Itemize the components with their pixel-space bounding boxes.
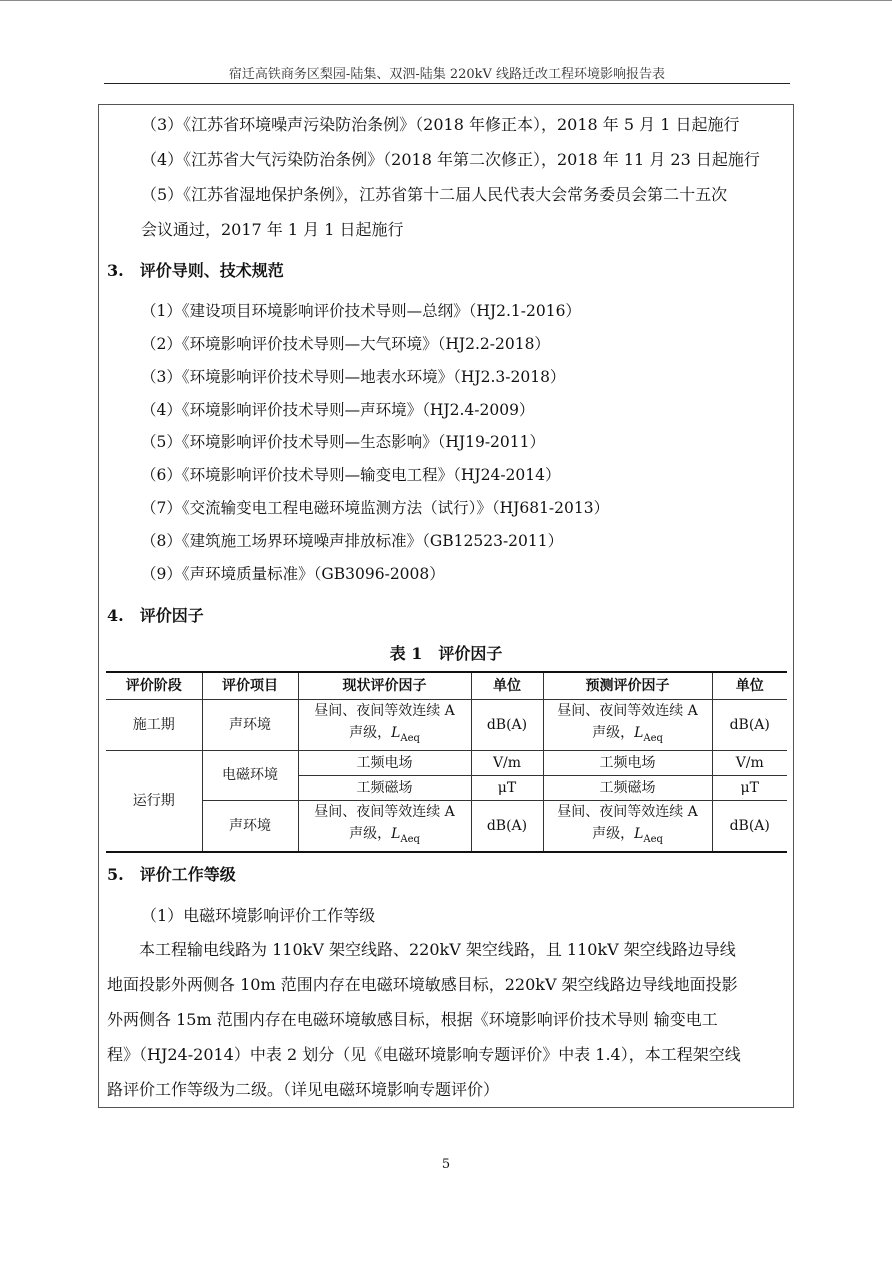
- current-factor-cell: [298, 700, 471, 751]
- table-row: [106, 750, 787, 775]
- guideline-item-3: （3）《环境影响评价技术导则—地表水环境》（HJ2.3-2018）: [141, 368, 566, 386]
- paragraph-line: 外两侧各 15m 范围内存在电磁环境敏感目标，根据《环境影响评价技术导则 输变电工: [107, 1010, 718, 1029]
- col-header-unit: 单位: [471, 672, 543, 700]
- noise-factor-line2: 声级，: [349, 725, 392, 741]
- unit-cell: V/m: [471, 750, 543, 775]
- guideline-item-2: （2）《环境影响评价技术导则—大气环境》（HJ2.2-2018）: [141, 335, 550, 353]
- current-factor-cell: 工频电场: [298, 750, 471, 775]
- stage-cell: 运行期: [106, 750, 202, 851]
- header-rule: [104, 83, 790, 84]
- section-5-heading: 5. 评价工作等级: [107, 865, 236, 884]
- noise-factor-line2: 声级，: [349, 825, 392, 842]
- table-header-row: [106, 672, 787, 700]
- guideline-item-6: （6）《环境影响评价技术导则—输变电工程》（HJ24-2014）: [141, 466, 561, 484]
- predicted-factor-cell: [543, 700, 712, 751]
- guideline-item-8: （8）《建筑施工场界环境噪声排放标准》（GB12523-2011）: [141, 532, 564, 550]
- noise-factor-line1: 昼间、夜间等效连续 A: [314, 803, 455, 820]
- leq-symbol: $L_{Aeq}$: [634, 825, 663, 845]
- law-item-5-continued: 会议通过，2017 年 1 月 1 日起施行: [141, 220, 404, 239]
- paragraph-line: 程》（HJ24-2014）中表 2 划分（见《电磁环境影响专题评价》中表 1.4），本工程架空线: [107, 1045, 741, 1064]
- guideline-item-5: （5）《环境影响评价技术导则—生态影响》（HJ19-2011）: [141, 433, 546, 451]
- col-header-item: 评价项目: [202, 672, 298, 700]
- page-top-border: [0, 0, 892, 1]
- table-row: [106, 800, 787, 851]
- noise-factor-line1: 昼间、夜间等效连续 A: [557, 703, 698, 719]
- noise-factor-line2: 声级，: [592, 725, 635, 741]
- col-header-predicted-factor: 预测评价因子: [543, 672, 712, 700]
- paragraph-line: 地面投影外两侧各 10m 范围内存在电磁环境敏感目标，220kV 架空线路边导线地面投影: [107, 975, 738, 994]
- noise-factor-line1: 昼间、夜间等效连续 A: [314, 703, 455, 719]
- current-factor-cell: 工频磁场: [298, 775, 471, 800]
- item-cell: 声环境: [202, 800, 298, 851]
- evaluation-factors-table: [106, 671, 787, 853]
- col-header-current-factor: 现状评价因子: [298, 672, 471, 700]
- unit-cell: μT: [712, 775, 787, 800]
- guideline-item-7: （7）《交流输变电工程电磁环境监测方法（试行）》（HJ681-2013）: [141, 499, 610, 517]
- stage-cell: 施工期: [106, 700, 202, 751]
- guideline-item-4: （4）《环境影响评价技术导则—声环境》（HJ2.4-2009）: [141, 401, 535, 419]
- guideline-item-9: （9）《声环境质量标准》（GB3096-2008）: [141, 565, 445, 583]
- current-factor-cell: [298, 800, 471, 851]
- noise-factor-line2: 声级，: [592, 825, 635, 842]
- noise-factor-line1: 昼间、夜间等效连续 A: [557, 803, 698, 820]
- unit-cell: μT: [471, 775, 543, 800]
- unit-cell: dB(A): [471, 700, 543, 751]
- col-header-unit-2: 单位: [712, 672, 787, 700]
- col-header-stage: 评价阶段: [106, 672, 202, 700]
- section-4-heading: 4. 评价因子: [107, 606, 204, 625]
- predicted-factor-cell: [543, 800, 712, 851]
- table-row: [106, 700, 787, 751]
- item-cell: 电磁环境: [202, 750, 298, 800]
- section-5-subtitle: （1）电磁环境影响评价工作等级: [141, 906, 376, 925]
- paragraph-line: 本工程输电线路为 110kV 架空线路、220kV 架空线路，且 110kV 架空线路边导线: [107, 940, 736, 959]
- law-item-4: （4）《江苏省大气污染防治条例》（2018 年第二次修正），2018 年 11 月 23 日起施行: [141, 150, 760, 169]
- section-3-heading: 3. 评价导则、技术规范: [107, 261, 284, 280]
- leq-symbol: $L_{Aeq}$: [391, 725, 420, 744]
- law-item-3: （3）《江苏省环境噪声污染防治条例》（2018 年修正本），2018 年 5 月 1 日起施行: [141, 115, 740, 134]
- running-header-title: 宿迁高铁商务区梨园-陆集、双泗-陆集 220kV 线路迁改工程环境影响报告表: [228, 67, 666, 82]
- unit-cell: V/m: [712, 750, 787, 775]
- leq-symbol: $L_{Aeq}$: [391, 825, 420, 845]
- unit-cell: dB(A): [712, 700, 787, 751]
- guideline-item-1: （1）《建设项目环境影响评价技术导则—总纲》（HJ2.1-2016）: [141, 302, 581, 320]
- paragraph-line: 路评价工作等级为二级。（详见电磁环境影响专题评价）: [107, 1080, 500, 1099]
- page-number: 5: [441, 1157, 451, 1172]
- predicted-factor-cell: 工频电场: [543, 750, 712, 775]
- unit-cell: dB(A): [471, 800, 543, 851]
- unit-cell: dB(A): [712, 800, 787, 851]
- law-item-5: （5）《江苏省湿地保护条例》，江苏省第十二届人民代表大会常务委员会第二十五次: [141, 185, 728, 204]
- leq-symbol: $L_{Aeq}$: [634, 725, 663, 744]
- item-cell: 声环境: [202, 700, 298, 751]
- predicted-factor-cell: 工频磁场: [543, 775, 712, 800]
- table-caption: 表 1 评价因子: [389, 644, 503, 663]
